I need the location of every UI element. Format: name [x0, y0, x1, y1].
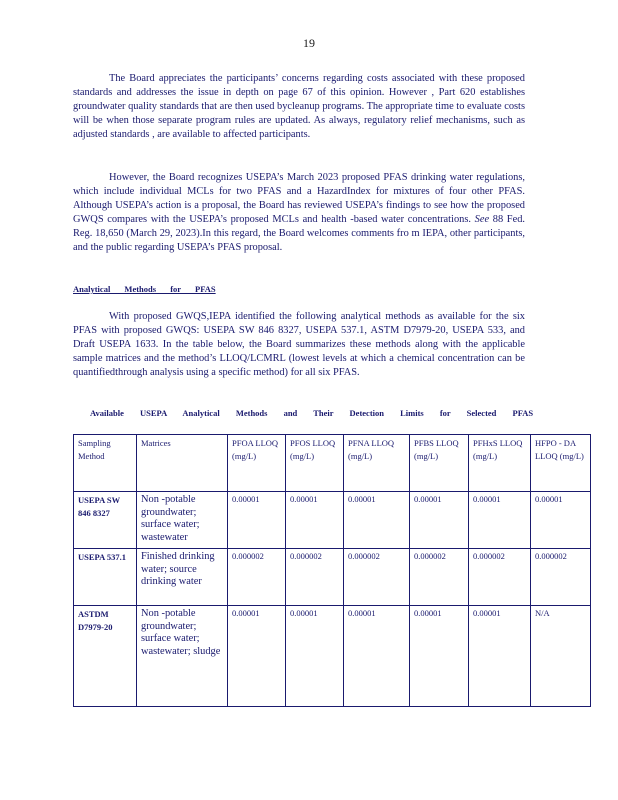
table-row: [74, 492, 591, 549]
value-cell: 0.00001: [531, 492, 591, 549]
column-header: PFOA LLOQ (mg/L): [228, 435, 286, 492]
method-cell: USEPA 537.1: [74, 549, 137, 606]
value-cell: 0.000002: [286, 549, 344, 606]
citation-signal: See: [474, 214, 490, 226]
column-header: PFNA LLOQ (mg/L): [344, 435, 410, 492]
detection-limits-table: [73, 434, 591, 707]
matrices-cell: Non -potable groundwater; surface water; wastewater: [137, 492, 228, 549]
paragraph-costs: The Board appreciates the participants’ concerns regarding costs associated with these proposed standards and addresses the issue in depth on page 67 of this opinion. However , Part 620 establishes groundwater quality standards that are then used bycleanup programs. The appropriate time to evaluate costs will be when those separate program rules are updated. As always, regulatory relief mechanisms, such as adjusted standards , are available to affected participants.: [73, 73, 525, 141]
value-cell: 0.00001: [228, 492, 286, 549]
value-cell: 0.000002: [228, 549, 286, 606]
column-header: PFBS LLOQ (mg/L): [410, 435, 469, 492]
table-header-row: [74, 435, 591, 492]
method-cell: USEPA SW 846 8327: [74, 492, 137, 549]
paragraph-text: However, the Board recognizes USEPA’s March 2023 proposed PFAS drinking water regulations, which include individual MCLs for two PFAS and a HazardIndex for mixtures of four other PFAS. Although USEPA’s action is a proposal, the Board has reviewed USEPA’s findings to see how the proposed GWQS compares with the USEPA’s proposed MCLs and health -based water concentrations.: [73, 172, 525, 226]
table-row: [74, 549, 591, 606]
column-header: PFHxS LLOQ (mg/L): [469, 435, 531, 492]
value-cell: 0.000002: [344, 549, 410, 606]
paragraph-analytical-methods: With proposed GWQS,IEPA identified the following analytical methods as available for the six PFAS with proposed GWQS: USEPA SW 846 8327, USEPA 537.1, ASTM D7979-20, USEPA 533, and Draft USEPA 1633. In the table below, the Board summarizes these methods along with the applicable sample matrices and the method’s LLOQ/LCMRL (lowest levels at which a chemical concentration can be quantifiedthrough analysis using a specific method) for all six PFAS.: [73, 311, 525, 379]
value-cell: 0.00001: [469, 606, 531, 707]
matrices-cell: Finished drinking water; source drinking water: [137, 549, 228, 606]
value-cell: 0.00001: [344, 492, 410, 549]
value-cell: 0.00001: [469, 492, 531, 549]
page-number: 19: [303, 36, 315, 50]
paragraph-text: 88 Fed. Reg. 18,650 (March 29, 2023).In this regard, the Board welcomes comments fro m IEPA, other participants, and the public regarding USEPA’s PFAS proposal.: [73, 214, 525, 254]
value-cell: 0.00001: [228, 606, 286, 707]
value-cell: 0.000002: [410, 549, 469, 606]
table-row: [74, 606, 591, 707]
value-cell: N/A: [531, 606, 591, 707]
paragraph-usepa-proposal: [73, 171, 525, 256]
value-cell: 0.000002: [469, 549, 531, 606]
column-header: Matrices: [137, 435, 228, 492]
value-cell: 0.00001: [286, 492, 344, 549]
value-cell: 0.00001: [410, 606, 469, 707]
table-caption: Available USEPA Analytical Methods and Their Detection Limits for Selected PFAS: [90, 408, 534, 418]
method-cell: ASTDM D7979-20: [74, 606, 137, 707]
value-cell: 0.00001: [344, 606, 410, 707]
value-cell: 0.000002: [531, 549, 591, 606]
column-header: PFOS LLOQ (mg/L): [286, 435, 344, 492]
value-cell: 0.00001: [286, 606, 344, 707]
column-header: Sampling Method: [74, 435, 137, 492]
matrices-cell: Non -potable groundwater; surface water; wastewater; sludge: [137, 606, 228, 707]
section-heading: Analytical Methods for PFAS: [73, 284, 216, 294]
column-header: HFPO - DA LLOQ (mg/L): [531, 435, 591, 492]
value-cell: 0.00001: [410, 492, 469, 549]
